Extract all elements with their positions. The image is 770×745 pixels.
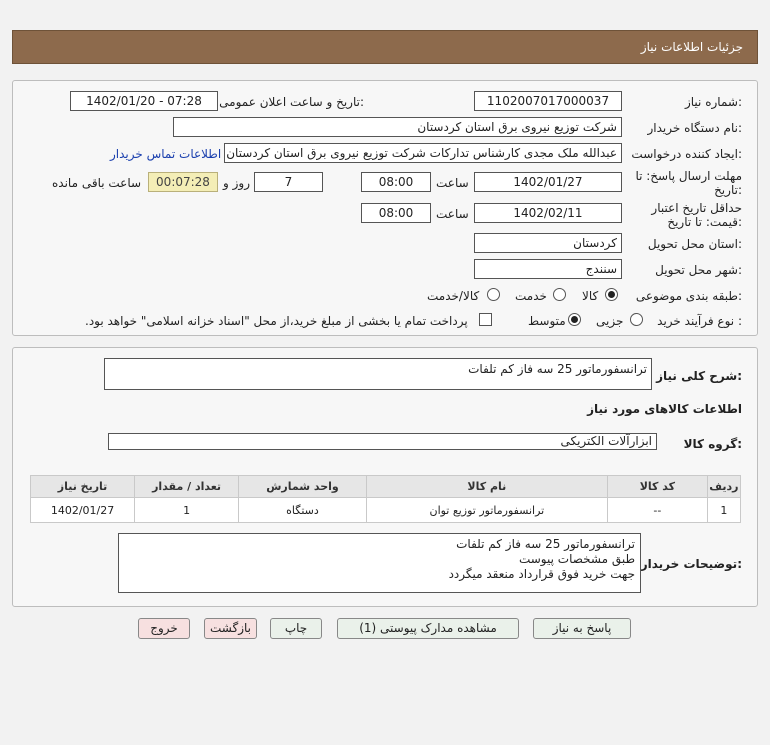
col-unit-header: واحد شمارش — [239, 476, 367, 498]
process-minor-radio[interactable] — [630, 313, 643, 326]
announce-datetime-field: 1402/01/20 - 07:28 — [70, 91, 218, 111]
days-label: روز و — [223, 176, 250, 190]
need-summary-field: ترانسفورماتور 25 سه فاز کم تلفات — [104, 358, 652, 390]
need-summary-label: شرح کلی نیاز: — [656, 369, 742, 383]
deadline-label-date: تاریخ: — [714, 183, 742, 197]
process-minor-label: جزیی — [596, 314, 624, 328]
days-remaining-field: 7 — [254, 172, 323, 192]
validity-label-date: قیمت: تا تاریخ: — [667, 215, 742, 229]
page-header — [12, 30, 758, 64]
goods-info-title: اطلاعات کالاهای مورد نیاز — [587, 402, 742, 416]
remaining-time-field: 00:07:28 — [148, 172, 218, 192]
city-field: سنندج — [474, 259, 622, 279]
process-medium-label: متوسط — [528, 314, 566, 328]
goods-group-field: ابزارآلات الکتریکی — [108, 433, 657, 450]
cell-name: ترانسفورماتور توزیع توان — [366, 498, 607, 523]
col-name-header: نام کالا — [366, 476, 607, 498]
buyer-org-field: شرکت توزیع نیروی برق استان کردستان — [173, 117, 622, 137]
cell-unit: دستگاه — [239, 498, 367, 523]
buyer-notes-line: جهت خرید فوق قرارداد منعقد میگردد — [448, 567, 635, 581]
requester-field: عبدالله ملک مجدی کارشناس تدارکات شرکت توزیع نیروی برق استان کردستان — [224, 143, 622, 163]
remaining-time-label: ساعت باقی مانده — [52, 176, 142, 190]
category-goods-label: کالا — [582, 289, 599, 303]
buyer-notes-field — [118, 533, 641, 593]
reply-button[interactable]: پاسخ به نیاز — [533, 618, 631, 639]
validity-time-field: 08:00 — [361, 203, 431, 223]
category-goods-service-label: کالا/خدمت — [427, 289, 480, 303]
page-title: جزئیات اطلاعات نیاز — [640, 40, 743, 54]
deadline-date-field: 1402/01/27 — [474, 172, 622, 192]
category-goods-service-radio[interactable] — [487, 288, 500, 301]
category-goods-radio[interactable] — [605, 288, 618, 301]
category-service-label: خدمت — [515, 289, 547, 303]
announce-datetime-label: تاریخ و ساعت اعلان عمومی: — [219, 95, 364, 109]
treasury-payment-note: پرداخت تمام یا بخشی از مبلغ خرید،از محل "اسناد خزانه اسلامی" خواهد بود. — [85, 314, 468, 328]
table-row — [31, 498, 741, 523]
deadline-label: مهلت ارسال پاسخ: تا — [635, 169, 742, 183]
category-label: طبقه بندی موضوعی: — [635, 289, 742, 303]
province-label: استان محل تحویل: — [647, 237, 742, 251]
col-code-header: کد کالا — [607, 476, 707, 498]
deadline-time-field: 08:00 — [361, 172, 431, 192]
validity-date-field: 1402/02/11 — [474, 203, 622, 223]
requester-label: ایجاد کننده درخواست: — [631, 147, 742, 161]
validity-time-label: ساعت — [436, 207, 469, 221]
treasury-payment-checkbox[interactable] — [479, 313, 492, 326]
buyer-notes-line: ترانسفورماتور 25 سه فاز کم تلفات — [456, 537, 635, 551]
col-row-header: ردیف — [707, 476, 740, 498]
view-attachments-button[interactable]: مشاهده مدارک پیوستی (1) — [337, 618, 519, 639]
province-field: کردستان — [474, 233, 622, 253]
city-label: شهر محل تحویل: — [655, 263, 742, 277]
buyer-notes-label: توضیحات خریدار: — [640, 557, 742, 571]
exit-button[interactable]: خروج — [138, 618, 190, 639]
category-service-radio[interactable] — [553, 288, 566, 301]
cell-code: -- — [607, 498, 707, 523]
cell-date: 1402/01/27 — [31, 498, 135, 523]
col-qty-header: تعداد / مقدار — [135, 476, 239, 498]
print-button[interactable]: چاپ — [270, 618, 322, 639]
col-date-header: تاریخ نیاز — [31, 476, 135, 498]
process-medium-radio[interactable] — [568, 313, 581, 326]
need-number-field: 1102007017000037 — [474, 91, 622, 111]
buyer-notes-line: طبق مشخصات پیوست — [518, 552, 635, 566]
process-type-label: نوع فرآیند خرید : — [657, 314, 742, 328]
cell-row: 1 — [707, 498, 740, 523]
buyer-org-label: نام دستگاه خریدار: — [647, 121, 742, 135]
goods-table — [30, 475, 741, 523]
goods-group-label: گروه کالا: — [683, 437, 742, 451]
validity-label: حداقل تاریخ اعتبار — [651, 201, 742, 215]
back-button[interactable]: بازگشت — [204, 618, 257, 639]
buyer-contact-link[interactable]: اطلاعات تماس خریدار — [110, 147, 222, 161]
cell-qty: 1 — [135, 498, 239, 523]
table-header-row — [31, 476, 741, 498]
deadline-time-label: ساعت — [436, 176, 469, 190]
need-number-label: شماره نیاز: — [684, 95, 742, 109]
